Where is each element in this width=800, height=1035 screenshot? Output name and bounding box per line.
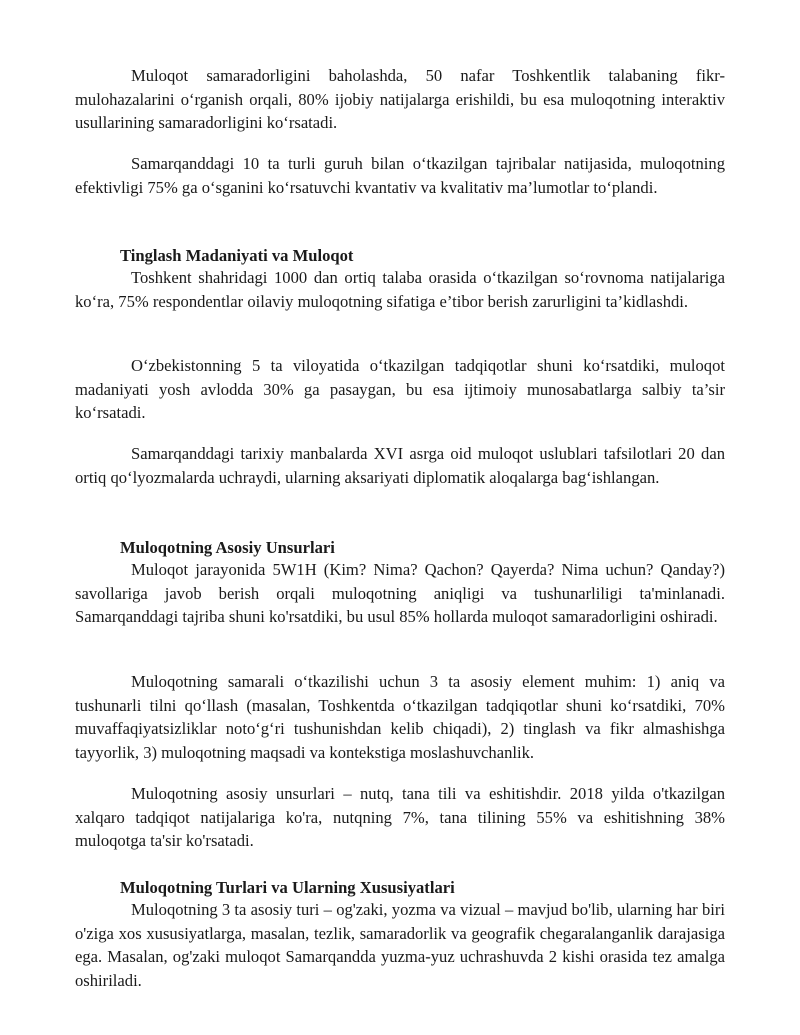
paragraph-tashkent-questionnaire: Toshkent shahridagi 1000 dan ortiq talaba orasida o‘tkazilgan so‘rovnoma natijalariga ko‘ra, 75% respondentlar oilaviy muloqotning sifatiga e’tibor berish zarurligini ta’kidlashdi.: [75, 268, 725, 311]
paragraph-samarkand-historical-sources: Samarqanddagi tarixiy manbalarda XVI asrga oid muloqot uslublari tafsilotlari 20 dan ortiq qo‘lyozmalarda uchraydi, ularning aksariyati diplomatik aloqalarga bag‘ishlangan.: [75, 444, 725, 487]
paragraph-samarkand-experiments: Samarqanddagi 10 ta turli guruh bilan o‘tkazilgan tajribalar natijasida, muloqotning efektivligi 75% ga o‘sganini ko‘rsatuvchi kvantativ va kvalitativ ma’lumotlar to‘plandi.: [75, 154, 725, 197]
paragraph-three-elements: Muloqotning samarali o‘tkazilishi uchun 3 ta asosiy element muhim: 1) aniq va tushunarli tilni qo‘llash (masalan, Toshkentda o‘tkazilgan tadqiqotlar shuni ko‘rsatdiki, 70% muvaffaqiyatsizliklar noto‘g‘ri tushunishdan kelib chiqadi), 2) tinglash va fikr almashishga tayyorlik, 3) muloqotning maqsadi va kontekstiga moslashuvchanlik.: [75, 672, 725, 762]
paragraph-survey-tashkent-students: Muloqot samaradorligini baholashda, 50 nafar Toshkentlik talabaning fikr-mulohazalarini o‘rganish orqali, 80% ijobiy natijalarga erishildi, bu esa muloqotning interaktiv usullarining samaradorligini ko‘rsatadi.: [75, 66, 725, 133]
paragraph-communication-types: Muloqotning 3 ta asosiy turi – og'zaki, yozma va vizual – mavjud bo'lib, ularning har biri o'ziga xos xususiyatlarga, masalan, tezlik, samaradorlik va geografik chegaralanganlik darajasiga ega. Masalan, og'zaki muloqot Samarqandda yuzma-yuz uchrashuvda 2 kishi orasida tez amalga oshiriladi.: [75, 900, 725, 990]
heading-tinglash-madaniyati: Tinglash Madaniyati va Muloqot: [120, 246, 354, 265]
heading-asosiy-unsurlari: Muloqotning Asosiy Unsurlari: [120, 538, 335, 557]
paragraph-uzbekistan-regions: O‘zbekistonning 5 ta viloyatida o‘tkazilgan tadqiqotlar shuni ko‘rsatdiki, muloqot madaniyati yosh avlodda 30% ga pasaygan, bu esa ijtimoiy munosabatlarga salbiy ta’sir ko‘rsatadi.: [75, 356, 725, 423]
heading-turlari-xususiyatlari: Muloqotning Turlari va Ularning Xususiyatlari: [120, 878, 455, 897]
paragraph-speech-body-listening: Muloqotning asosiy unsurlari – nutq, tana tili va eshitishdir. 2018 yilda o'tkazilgan xalqaro tadqiqot natijalariga ko'ra, nutqning 7%, tana tilining 55% va eshitishning 38% muloqotga ta'sir ko'rsatadi.: [75, 784, 725, 851]
paragraph-5w1h: Muloqot jarayonida 5W1H (Kim? Nima? Qachon? Qayerda? Nima uchun? Qanday?) savollariga javob berish orqali muloqotning aniqligi va tushunarliligi ta'minlanadi. Samarqanddagi tajriba shuni ko'rsatdiki, bu usul 85% hollarda muloqot samaradorligini oshiradi.: [75, 560, 725, 627]
